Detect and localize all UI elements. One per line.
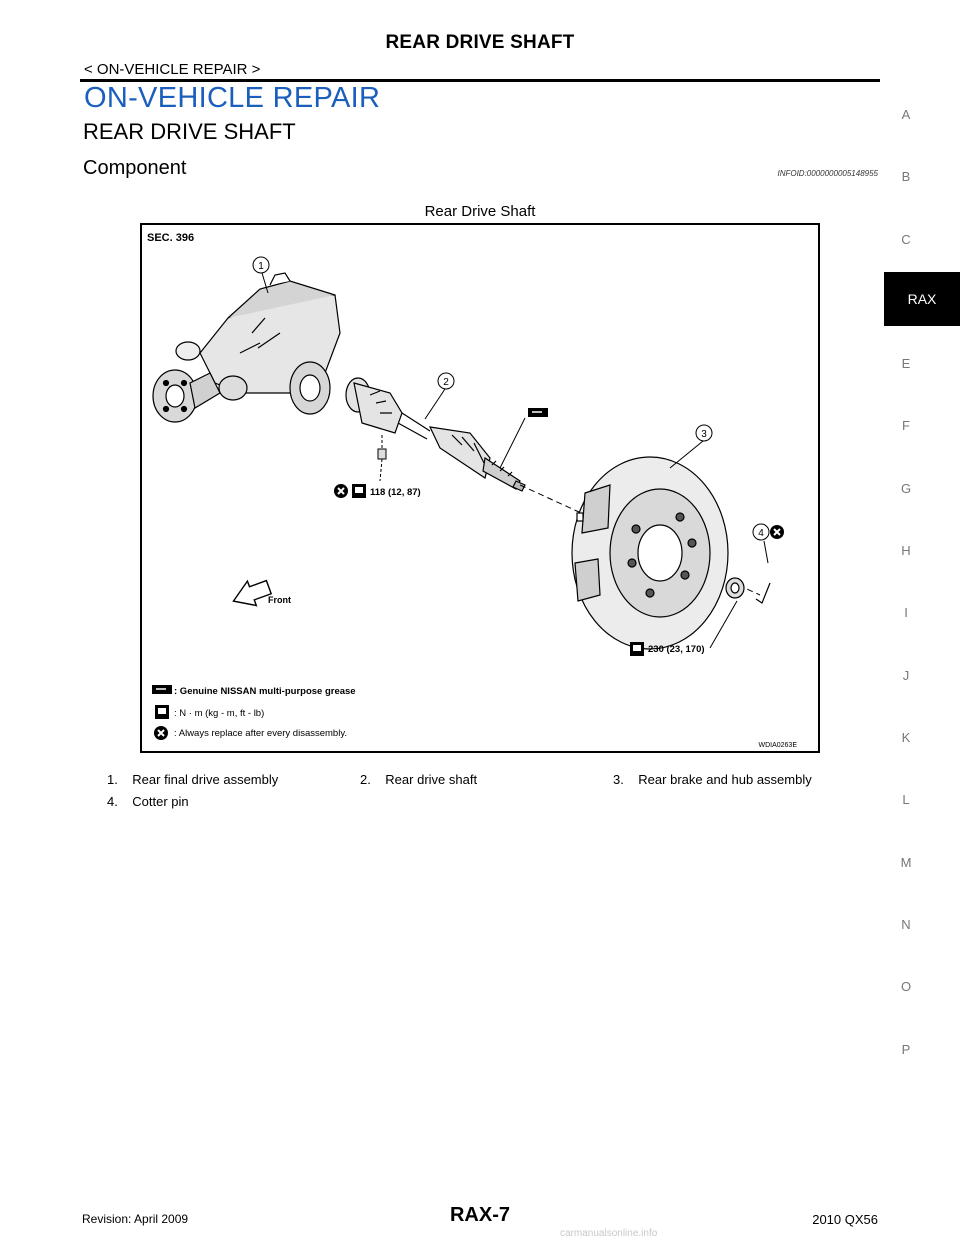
replace-icon — [770, 525, 784, 539]
subsection-title: Component — [83, 157, 187, 179]
sidebar-letter-o[interactable]: O — [900, 979, 912, 994]
watermark: carmanualsonline.info — [560, 1228, 658, 1239]
callout-label-1: 1 — [258, 261, 264, 272]
figure-frame — [141, 224, 819, 752]
running-title: REAR DRIVE SHAFT — [385, 32, 575, 53]
part-num: 2. — [360, 772, 371, 787]
sidebar-letter-f[interactable]: F — [902, 418, 910, 433]
sidebar-letter-m[interactable]: M — [900, 855, 912, 870]
chapter-title: ON-VEHICLE REPAIR — [84, 82, 381, 114]
callout-label-3: 3 — [701, 429, 707, 440]
front-label: Front — [268, 595, 291, 605]
replace-icon — [334, 484, 348, 498]
torque-icon — [352, 484, 366, 498]
torque-icon — [630, 642, 644, 656]
legend-grease-icon — [152, 685, 172, 694]
sidebar-letter-n[interactable]: N — [901, 917, 911, 932]
legend-torque-icon — [155, 705, 169, 719]
callout-label-2: 2 — [443, 377, 449, 388]
sidebar-letter-g[interactable]: G — [900, 481, 912, 496]
component-diagram — [140, 223, 820, 753]
sidebar-letter-c[interactable]: C — [901, 232, 911, 247]
legend-torque: : N · m (kg - m, ft - lb) — [174, 708, 265, 719]
part-4 — [107, 794, 189, 809]
part-num: 4. — [107, 794, 118, 809]
part-num: 3. — [613, 772, 624, 787]
brake-hub-illustration — [572, 457, 728, 649]
section-title: REAR DRIVE SHAFT — [83, 119, 296, 144]
legend-replace-icon — [154, 726, 168, 740]
revision-date: Revision: April 2009 — [82, 1212, 189, 1226]
part-2 — [360, 772, 477, 787]
part-3 — [613, 772, 812, 787]
sidebar-letter-l[interactable]: L — [902, 792, 910, 807]
sidebar-letter-e[interactable]: E — [901, 356, 911, 371]
figure-code: WDIA0263E — [758, 742, 797, 749]
vehicle-model: 2010 QX56 — [812, 1212, 878, 1227]
torque-value-1: 118 (12, 87) — [370, 487, 421, 498]
sidebar-letter-p[interactable]: P — [901, 1042, 911, 1057]
part-name: Cotter pin — [132, 794, 189, 809]
sidebar-letter-j[interactable]: J — [902, 668, 910, 683]
info-id: INFOID:0000000005148955 — [777, 169, 878, 178]
part-name: Rear brake and hub assembly — [638, 772, 812, 787]
part-name: Rear final drive assembly — [132, 772, 279, 787]
figure-caption: Rear Drive Shaft — [424, 203, 536, 220]
page-number: RAX-7 — [449, 1204, 510, 1226]
callout-label-4: 4 — [758, 528, 764, 539]
legend-replace: : Always replace after every disassembly. — [174, 728, 348, 739]
sidebar-letter-h[interactable]: H — [901, 543, 911, 558]
sidebar-letter-i[interactable]: I — [904, 605, 908, 620]
legend-grease: : Genuine NISSAN multi-purpose grease — [174, 686, 356, 697]
sidebar-letter-k[interactable]: K — [901, 730, 911, 745]
part-1 — [107, 772, 278, 787]
part-name: Rear drive shaft — [385, 772, 478, 787]
torque-value-2: 230 (23, 170) — [648, 644, 705, 655]
section-tag: < ON-VEHICLE REPAIR > — [84, 61, 261, 78]
sidebar-letter-b[interactable]: B — [901, 169, 911, 184]
part-num: 1. — [107, 772, 118, 787]
sidebar-tab-rax[interactable]: RAX — [884, 272, 960, 326]
grease-icon — [528, 408, 548, 417]
sidebar-letter-a[interactable]: A — [901, 107, 911, 122]
sec-label: SEC. 396 — [147, 232, 195, 244]
